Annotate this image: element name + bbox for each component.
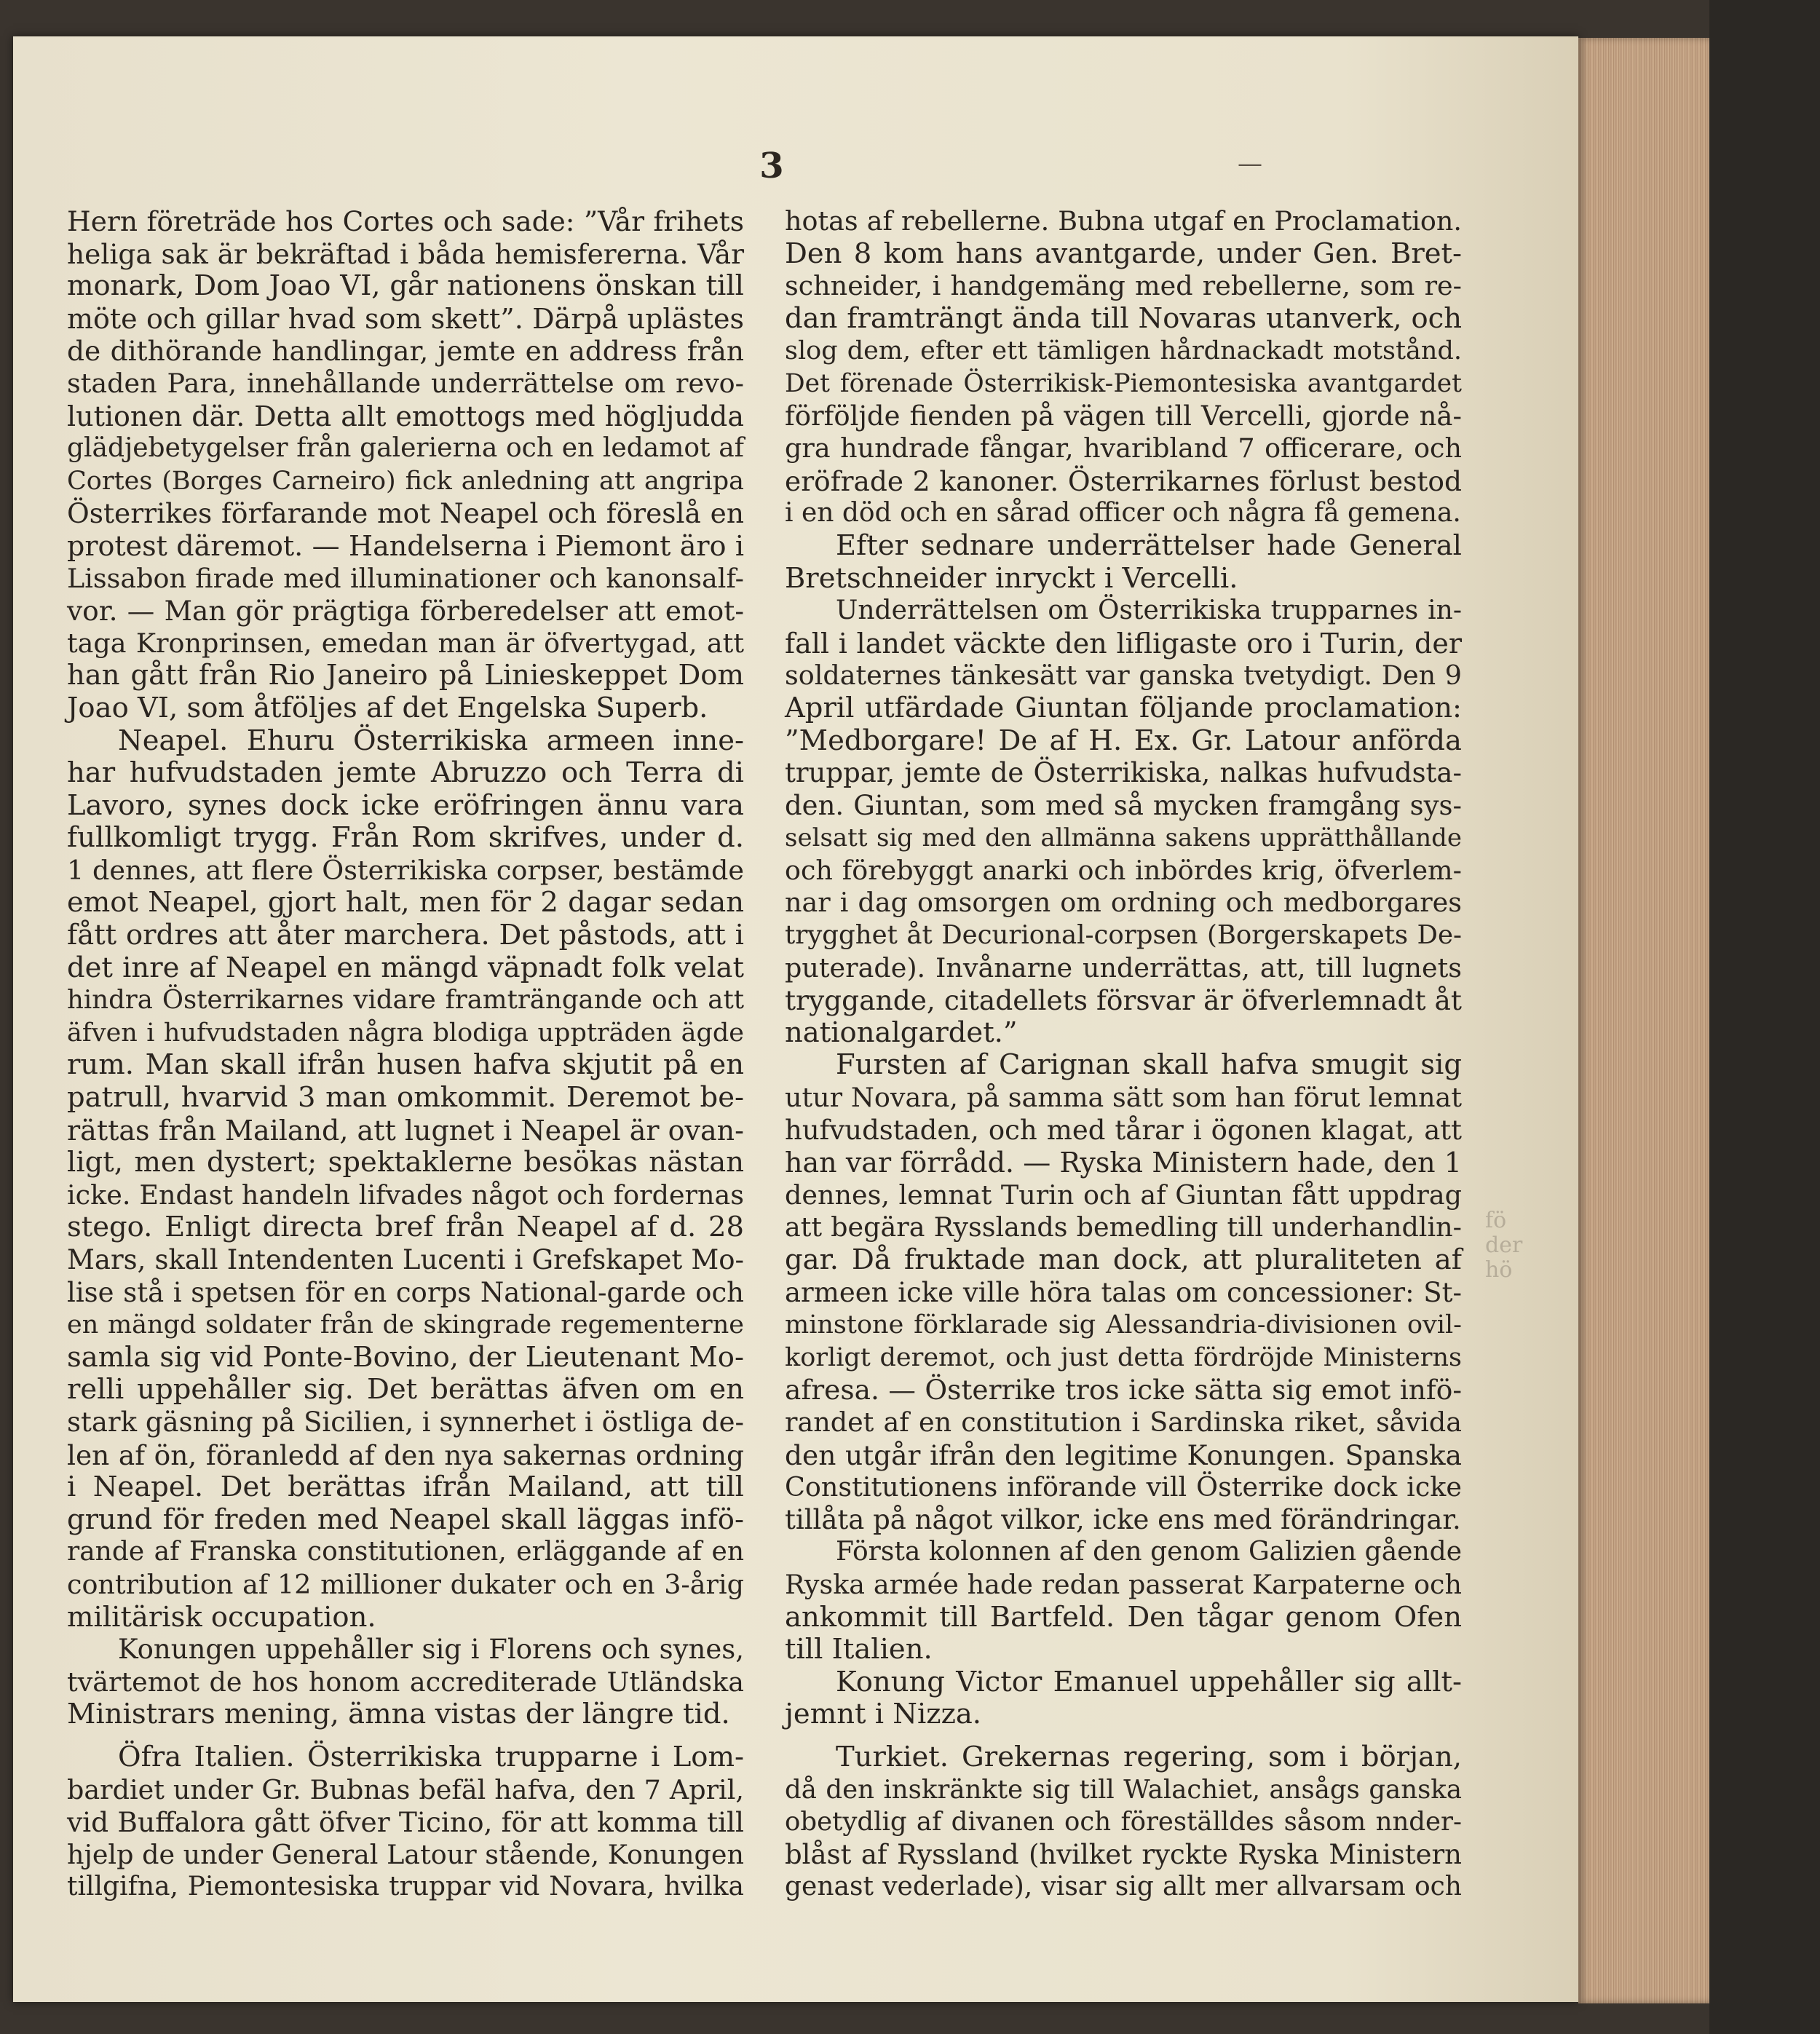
right-column-line: och förebyggt anarki och inbördes krig, öfverlem- (785, 854, 1462, 886)
left-column-line: rum. Man skall ifrån husen hafva skjutit på en (67, 1048, 744, 1082)
right-column-line: i en död och en sårad officer och några få gemena. (785, 498, 1461, 529)
left-column-line: har hufvudstaden jemte Abruzzo och Terra di (67, 756, 744, 790)
right-column-line: gra hundrade fångar, hvaribland 7 officerare, och (785, 432, 1462, 464)
right-column-line: jemnt i Nizza. (785, 1698, 982, 1731)
right-column-line: minstone förklarade sig Alessandria-divisionen ovil- (785, 1310, 1462, 1340)
page-edge (1578, 38, 1709, 2003)
left-column-line: Neapel. Ehuru Österrikiska armeen inne- (118, 724, 744, 757)
left-column-line: vid Buffalora gått öfver Ticino, för att komma till (67, 1806, 744, 1839)
left-column-line: Cortes (Borges Carneiro) fick anledning att angripa (67, 466, 744, 496)
right-column-line: förföljde fienden på vägen till Vercelli, gjorde nå- (785, 400, 1462, 432)
right-column-line: blåst af Ryssland (hvilket ryckte Ryska Ministern (785, 1838, 1462, 1870)
left-column-line: Joao VI, som åtföljes af det Engelska Superb. (67, 691, 708, 724)
right-column-line: den. Giuntan, som med så mycken framgång sys- (785, 789, 1462, 821)
left-column-line: protest däremot. — Handelserna i Piemont äro i (67, 529, 744, 562)
right-column-line: till Italien. (785, 1633, 933, 1666)
right-column-line: eröfrade 2 kanoner. Österrikarnes förlust bestod (785, 464, 1462, 497)
left-column-line: bardiet under Gr. Bubnas befäl hafva, den 7 April, (67, 1773, 744, 1805)
right-column-line: Fursten af Carignan skall hafva smugit sig (836, 1048, 1462, 1082)
left-column-line: relli uppehåller sig. Det berättas äfven om en (67, 1373, 744, 1406)
right-column-line: nationalgardet.” (785, 1016, 1018, 1049)
bleed-through-line: fö (1485, 1208, 1507, 1233)
right-column-line: tillåta på något vilkor, icke ens med förändringar. (785, 1503, 1461, 1535)
left-column-line: de dithörande handlingar, jemte en address från (67, 335, 744, 368)
right-column-line: schneider, i handgemäng med rebellerne, som re- (785, 270, 1462, 302)
header-mark: — (1238, 149, 1264, 178)
left-column-line: grund för freden med Neapel skall läggas infö- (67, 1503, 744, 1536)
bleed-through-text (1485, 1208, 1522, 1283)
left-column-line: i Neapel. Det berättas ifrån Mailand, att till (67, 1471, 744, 1504)
right-column-line: hufvudstaden, och med tårar i ögonen klagat, att (785, 1114, 1462, 1146)
right-column-line: Underrättelsen om Österrikiska trupparnes in- (836, 595, 1462, 626)
left-column-line: Österrikes förfarande mot Neapel och föreslå en (67, 497, 744, 530)
right-column-line: tryggande, citadellets försvar är öfverlemnadt åt (785, 984, 1462, 1017)
left-column-line: staden Para, innehållande underrättelse om revo- (67, 367, 744, 399)
left-column-line: samla sig vid Ponte-Bovino, der Lieutenant Mo- (67, 1340, 744, 1374)
right-column-line: puterade). Invånarne underrättas, att, till lugnets (785, 951, 1462, 984)
left-column-line: äfven i hufvudstaden några blodiga uppträden ägde (67, 1018, 744, 1048)
right-column-line: Första kolonnen af den genom Galizien gående (836, 1537, 1462, 1567)
left-column-line: han gått från Rio Janeiro på Linieskeppet Dom (67, 659, 744, 692)
right-column-line: April utfärdade Giuntan följande proclamation: (785, 691, 1462, 724)
left-column-line: contribution af 12 millioner dukater och en 3-årig (67, 1568, 744, 1600)
left-column-line: Mars, skall Intendenten Lucenti i Grefskapet Mo- (67, 1244, 744, 1275)
right-column-line: hotas af rebellerne. Bubna utgaf en Proclamation. (785, 205, 1462, 237)
right-column-line: Ryska armée hade redan passerat Karpaterne och (785, 1568, 1462, 1600)
right-column-line: ankommit till Bartfeld. Den tågar genom Ofen (785, 1600, 1462, 1634)
left-column-line: möte och gillar hvad som skett”. Därpå uplästes (67, 302, 744, 335)
left-column-line: stego. Enligt directa bref från Neapel af d. 28 (67, 1211, 744, 1244)
right-column-line: slog dem, efter ett tämligen hårdnackadt motstånd. (785, 336, 1462, 366)
right-column-line: armeen icke ville höra talas om concessioner: St- (785, 1276, 1462, 1308)
right-column-line: den utgår ifrån den legitime Konungen. Spanska (785, 1439, 1462, 1471)
right-column-line: utur Novara, på samma sätt som han förut lemnat (785, 1082, 1462, 1114)
right-column-line: randet af en constitution i Sardinska riket, såvida (785, 1406, 1462, 1438)
left-column-line: en mängd soldater från de skingrade regementerne (67, 1310, 744, 1340)
left-column-line: vor. — Man gör prägtiga förberedelser att emot- (67, 595, 744, 628)
right-column-line: korligt deremot, och just detta fördröjde Ministerns (785, 1342, 1462, 1372)
left-column-line: fullkomligt trygg. Från Rom skrifves, under d. (67, 821, 744, 855)
left-column-line: tvärtemot de hos honom accrediterade Utländska (67, 1666, 744, 1698)
left-column-line: fått ordres att åter marchera. Det påstods, att i (67, 919, 744, 952)
left-column-line: len af ön, föranledd af den nya sakernas ordning (67, 1439, 744, 1471)
right-column-line: obetydlig af divanen och föreställdes såsom nnder- (785, 1807, 1462, 1837)
left-column-line: hindra Österrikarnes vidare framträngande och att (67, 985, 744, 1016)
right-column-line: Det förenade Österrikisk-Piemontesiska avantgardet (785, 368, 1462, 398)
left-column-line: patrull, hvarvid 3 man omkommit. Deremot be- (67, 1081, 744, 1115)
left-column-line: Hern företräde hos Cortes och sade: ”Vår frihets (67, 205, 744, 237)
left-column-line: rande af Franska constitutionen, erläggande af en (67, 1537, 744, 1567)
right-column-line: dennes, lemnat Turin och af Giuntan fått uppdrag (785, 1179, 1462, 1211)
right-column-line: gar. Då fruktade man dock, att pluraliteten af (785, 1243, 1462, 1276)
left-column (67, 205, 744, 1904)
right-column-line: truppar, jemte de Österrikiska, nalkas hufvudsta- (785, 757, 1462, 789)
right-column-line: fall i landet väckte den lifligaste oro i Turin, der (785, 627, 1462, 660)
left-column-line: Öfra Italien. Österrikiska trupparne i Lom- (118, 1740, 744, 1773)
left-column-line: icke. Endast handeln lifvades något och fordernas (67, 1179, 744, 1211)
left-column-line: Konungen uppehåller sig i Florens och synes, (118, 1634, 744, 1666)
right-column-line: Bretschneider inryckt i Vercelli. (785, 561, 1238, 595)
right-column-line: trygghet åt Decurional-corpsen (Borgerskapets De- (785, 920, 1462, 951)
right-column-line: soldaternes tänkesätt var ganska tvetydigt. Den 9 (785, 660, 1462, 692)
right-column-line: nar i dag omsorgen om ordning och medborgares (785, 887, 1462, 919)
left-column-line: taga Kronprinsen, emedan man är öfvertygad, att (67, 627, 744, 659)
left-column-line: tillgifna, Piemontesiska truppar vid Novara, hvilka (67, 1872, 744, 1902)
right-column-line: Constitutionens införande vill Österrike dock icke (785, 1471, 1462, 1503)
left-column-line: Ministrars mening, ämna vistas der längre tid. (67, 1698, 730, 1731)
left-column-line: lise stå i spetsen för en corps National-garde och (67, 1276, 744, 1308)
left-column-line: ligt, men dystert; spektaklerne besökas nästan (67, 1146, 744, 1179)
right-column-line: då den inskränkte sig till Walachiet, ansågs ganska (785, 1774, 1462, 1805)
right-column (785, 205, 1462, 1904)
left-column-line: glädjebetygelser från galerierna och en ledamot af (67, 433, 744, 464)
right-column-line: selsatt sig med den allmänna sakens upprätthållande (785, 823, 1462, 853)
right-column-line: genast vederlade), visar sig allt mer allvarsam och (785, 1872, 1462, 1902)
left-column-line: det inre af Neapel en mängd väpnadt folk velat (67, 951, 744, 984)
right-column-line: Konung Victor Emanuel uppehåller sig allt- (836, 1665, 1462, 1698)
left-column-line: monark, Dom Joao VI, går nationens önskan till (67, 269, 744, 303)
left-column-line: stark gäsning på Sicilien, i synnerhet i östliga de- (67, 1406, 744, 1438)
left-column-line: emot Neapel, gjort halt, men för 2 dagar sedan (67, 886, 744, 919)
right-column-line: ”Medborgare! De af H. Ex. Gr. Latour anförda (785, 724, 1462, 757)
left-column-line: 1 dennes, att flere Österrikiska corpser, bestämde (67, 854, 744, 886)
left-column-line: heliga sak är bekräftad i båda hemisfererna. Vår (67, 237, 744, 270)
right-column-line: Turkiet. Grekernas regering, som i början, (836, 1740, 1462, 1773)
left-column-line: Lavoro, synes dock icke eröfringen ännu vara (67, 788, 744, 822)
left-column-line: hjelp de under General Latour stående, Konungen (67, 1838, 744, 1870)
right-column-line: Den 8 kom hans avantgarde, under Gen. Bret- (785, 237, 1462, 270)
right-column-line: att begära Rysslands bemedling till underhandlin- (785, 1211, 1462, 1243)
left-column-line: militärisk occupation. (67, 1600, 376, 1634)
left-column-line: rättas från Mailand, att lugnet i Neapel är ovan- (67, 1114, 744, 1147)
left-column-line: Lissabon firade med illuminationer och kanonsalf- (67, 562, 744, 594)
bleed-through-line: hö (1485, 1257, 1513, 1283)
right-column-line: afresa. — Österrike tros icke sätta sig emot infö- (785, 1374, 1462, 1406)
left-column-line: lutionen där. Detta allt emottogs med högljudda (67, 400, 744, 432)
page-number: 3 (759, 146, 784, 186)
right-column-line: Efter sednare underrättelser hade General (836, 529, 1462, 562)
bleed-through-line: der (1485, 1232, 1523, 1258)
background-margin (1709, 0, 1820, 2034)
right-column-line: han var förrådd. — Ryska Ministern hade, den 1 (785, 1147, 1462, 1179)
right-column-line: dan framträngt ända till Novaras utanverk, och (785, 301, 1462, 335)
